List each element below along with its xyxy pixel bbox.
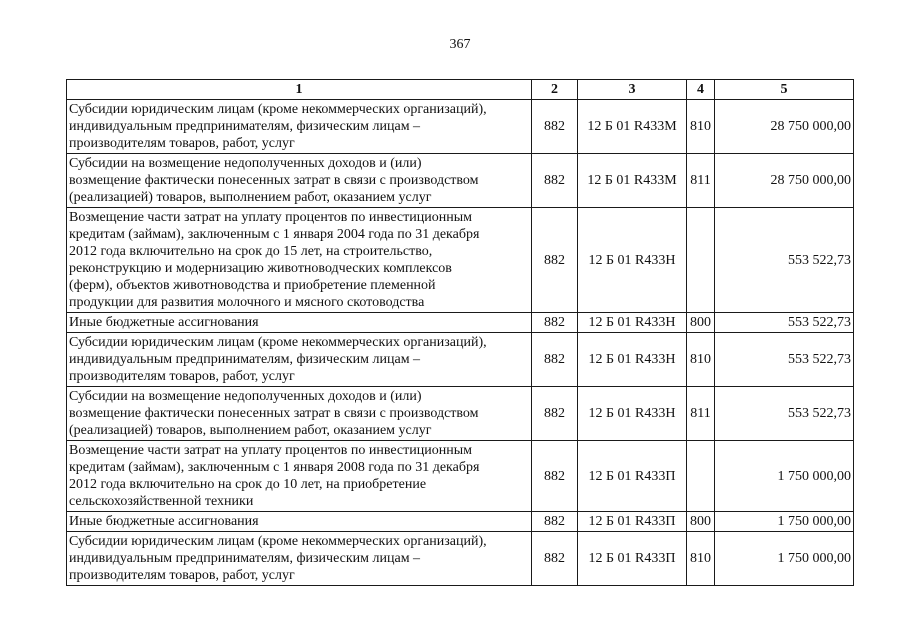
table-row — [67, 313, 854, 333]
column-header-4: 4 — [687, 80, 715, 100]
target-code-cell: 12 Б 01 R433М — [578, 154, 687, 208]
admin-code-cell: 882 — [532, 333, 578, 387]
amount-cell: 28 750 000,00 — [715, 154, 854, 208]
target-code-cell: 12 Б 01 R433Н — [578, 313, 687, 333]
page-number: 367 — [449, 37, 471, 52]
admin-code-cell: 882 — [532, 154, 578, 208]
admin-code-cell: 882 — [532, 100, 578, 154]
amount-cell: 553 522,73 — [715, 387, 854, 441]
target-code-cell: 12 Б 01 R433П — [578, 532, 687, 586]
description-cell: Возмещение части затрат на уплату процентов по инвестиционным кредитам (займам), заключенным с 1 января 2004 года по 31 декабря 2012 года включительно на срок до 15 лет, на строительство, реконструкцию и модернизацию животноводческих комплексов (ферм), объектов животноводства и приобретение племенной продукции для развития молочного и мясного скотоводства — [67, 208, 532, 313]
table-row — [67, 333, 854, 387]
column-header-3: 3 — [578, 80, 687, 100]
expense-type-cell: 800 — [687, 512, 715, 532]
table-row — [67, 532, 854, 586]
column-header-1: 1 — [67, 80, 532, 100]
description-cell: Субсидии юридическим лицам (кроме некоммерческих организаций), индивидуальным предпринимателям, физическим лицам – производителям товаров, работ, услуг — [67, 333, 532, 387]
column-header-5: 5 — [715, 80, 854, 100]
column-header-2: 2 — [532, 80, 578, 100]
expense-type-cell: 810 — [687, 333, 715, 387]
table-header-row — [67, 80, 854, 100]
admin-code-cell: 882 — [532, 441, 578, 512]
description-cell: Субсидии юридическим лицам (кроме некоммерческих организаций), индивидуальным предпринимателям, физическим лицам – производителям товаров, работ, услуг — [67, 100, 532, 154]
admin-code-cell: 882 — [532, 512, 578, 532]
admin-code-cell: 882 — [532, 532, 578, 586]
description-cell: Иные бюджетные ассигнования — [67, 512, 532, 532]
budget-table — [66, 79, 854, 586]
table-row — [67, 512, 854, 532]
amount-cell: 553 522,73 — [715, 313, 854, 333]
table-row — [67, 208, 854, 313]
expense-type-cell: 811 — [687, 387, 715, 441]
expense-type-cell — [687, 208, 715, 313]
amount-cell: 1 750 000,00 — [715, 532, 854, 586]
table-row — [67, 154, 854, 208]
expense-type-cell: 800 — [687, 313, 715, 333]
table-row — [67, 387, 854, 441]
description-cell: Субсидии на возмещение недополученных доходов и (или) возмещение фактически понесенных затрат в связи с производством (реализацией) товаров, выполнением работ, оказанием услуг — [67, 154, 532, 208]
description-cell: Возмещение части затрат на уплату процентов по инвестиционным кредитам (займам), заключенным с 1 января 2008 года по 31 декабря 2012 года включительно на срок до 10 лет, на приобретение сельскохозяйственной техники — [67, 441, 532, 512]
target-code-cell: 12 Б 01 R433Н — [578, 387, 687, 441]
table-row — [67, 100, 854, 154]
expense-type-cell — [687, 441, 715, 512]
target-code-cell: 12 Б 01 R433П — [578, 512, 687, 532]
description-cell: Иные бюджетные ассигнования — [67, 313, 532, 333]
amount-cell: 553 522,73 — [715, 333, 854, 387]
description-cell: Субсидии на возмещение недополученных доходов и (или) возмещение фактически понесенных затрат в связи с производством (реализацией) товаров, выполнением работ, оказанием услуг — [67, 387, 532, 441]
admin-code-cell: 882 — [532, 387, 578, 441]
amount-cell: 28 750 000,00 — [715, 100, 854, 154]
admin-code-cell: 882 — [532, 208, 578, 313]
target-code-cell: 12 Б 01 R433Н — [578, 333, 687, 387]
table-row — [67, 441, 854, 512]
amount-cell: 553 522,73 — [715, 208, 854, 313]
expense-type-cell: 810 — [687, 100, 715, 154]
target-code-cell: 12 Б 01 R433М — [578, 100, 687, 154]
expense-type-cell: 810 — [687, 532, 715, 586]
admin-code-cell: 882 — [532, 313, 578, 333]
description-cell: Субсидии юридическим лицам (кроме некоммерческих организаций), индивидуальным предпринимателям, физическим лицам – производителям товаров, работ, услуг — [67, 532, 532, 586]
amount-cell: 1 750 000,00 — [715, 441, 854, 512]
expense-type-cell: 811 — [687, 154, 715, 208]
target-code-cell: 12 Б 01 R433Н — [578, 208, 687, 313]
amount-cell: 1 750 000,00 — [715, 512, 854, 532]
target-code-cell: 12 Б 01 R433П — [578, 441, 687, 512]
